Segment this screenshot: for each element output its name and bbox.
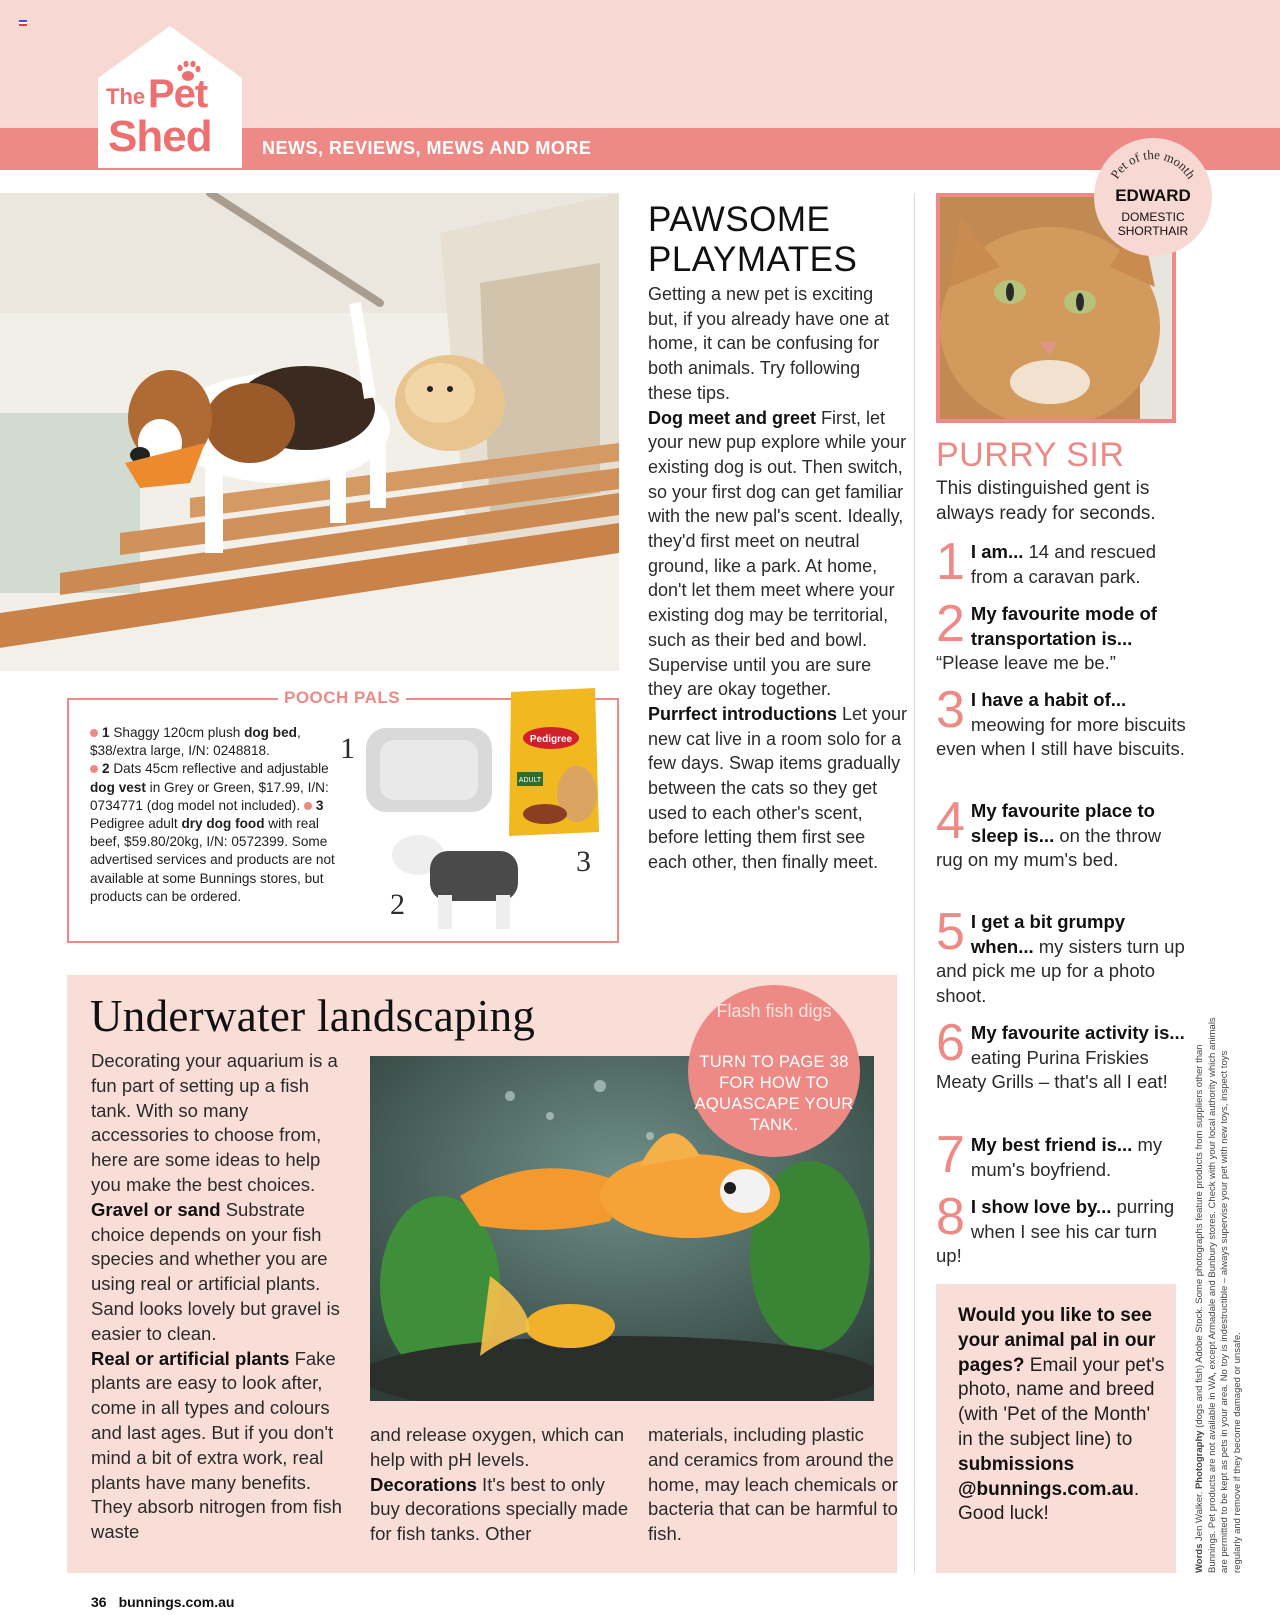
- pet-name: EDWARD: [1115, 186, 1191, 205]
- svg-text:Pedigree: Pedigree: [529, 734, 573, 745]
- underwater-column-1: Decorating your aquarium is a fun part of setting up a fish tank. With so many accessories to choose from, here are some ideas to help you make the best choices. Gravel or sand Substrate choice depends on your fish species and whether you are using real or artificial plants. Sand looks lovely but gravel is easier to clean. Real or artificial plants Fake plants are easy to look after, come in all types and colours and last ages. But if you don't mind a bit of extra work, real plants have many benefits. They absorb nitrogen from fish waste: [91, 1050, 342, 1543]
- submission-text: Would you like to see your animal pal in our pages? Email your pet's photo, name and breed (with 'Pet of the Month' in the subject line) to submissions @bunnings.com.au. Good luck!: [958, 1305, 1165, 1525]
- purry-sir-subtitle: This distinguished gent is always ready for seconds.: [936, 478, 1156, 524]
- photo-credits: Words Jen Walker. Photography (dogs and fish) Adobe Stock. Some photographs feature products from suppliers other than Bunnings. Pet products are not available in WA, except Armadale and Bunbury stores. Check with your local authority which animals are permitted to be kept as pets in your area. No toy is indestructible – always supervise your pet with new toys, inspect toys regularly and remove if they become damaged or unsafe.: [1194, 1017, 1243, 1573]
- pooch-pals-title: POOCH PALS: [278, 688, 406, 708]
- fact-item: 1 I am... 14 and rescued from a caravan park.: [936, 533, 1157, 591]
- fact-item: 8 I show love by... purring when I see his car turn up!: [936, 1188, 1175, 1267]
- dogs-on-stairs-photo: [0, 193, 619, 671]
- flash-fish-digs-note: TURN TO PAGE 38 FOR HOW TO AQUASCAPE YOUR TANK.: [694, 1053, 854, 1134]
- logo-text-pet: Pet: [148, 72, 208, 116]
- page-footer: [91, 1594, 246, 1610]
- pet-breed: DOMESTIC SHORTHAIR: [1117, 210, 1189, 238]
- bullet-icon: [90, 765, 98, 773]
- pooch-pals-copy: 1 Shaggy 120cm plush dog bed, $38/extra large, I/N: 0248818. 2 Dats 45cm reflective and adjustable dog vest in Grey or Green, $17.99, I/N: 0734771 (dog model not included). 3 Pedigree adult dry dog food with real beef, $59.80/20kg, I/N: 0572399. Some advertised services and products are not available at some Bunnings stores, but products can be ordered.: [90, 725, 335, 904]
- bullet-icon: [90, 729, 98, 737]
- fact-item: 5 I get a bit grumpy when... my sisters turn up and pick me up for a photo shoot.: [936, 903, 1185, 1007]
- dog-food-bag-photo: [505, 686, 601, 838]
- flash-fish-digs-heading: Flash fish digs: [716, 1001, 832, 1021]
- column-divider: [914, 193, 915, 1573]
- underwater-column-2: and release oxygen, which can help with pH levels. Decorations It's best to only buy decorations specially made for fish tanks. Other: [370, 1424, 629, 1545]
- pawsome-body: Getting a new pet is exciting but, if you already have one at home, it can be confusing for both animals. Try following these tips. Dog meet and greet First, let your new pup explore while your existing dog is out. Then switch, so your first dog can get familiar with the new pal's scent. Ideally, they'd first meet on neutral ground, like a park. At home, don't let them meet where your existing dog may be territorial, such as their bed and bowl. Supervise until you are sure they are okay together. Purrfect introductions Let your new cat live in a room solo for a few days. Swap items gradually between the cats so they get used to each other's scent, before letting them first see each other, then finally meet.: [648, 284, 908, 873]
- underwater-column-3: materials, including plastic and ceramics from around the home, may leach chemicals or bacteria that can be harmful to fish.: [648, 1424, 898, 1545]
- fact-item: 3 I have a habit of... meowing for more biscuits even when I still have biscuits.: [936, 681, 1186, 760]
- purry-sir-title: PURRY SIR: [936, 436, 1125, 474]
- dog-bed-photo: [362, 722, 497, 817]
- page-number: 36: [91, 1594, 107, 1610]
- fact-item: 4 My favourite place to sleep is... on the throw rug on my mum's bed.: [936, 792, 1162, 871]
- fact-item: 6 My favourite activity is... eating Purina Friskies Meaty Grills – that's all I eat!: [936, 1014, 1185, 1093]
- fact-item: 2 My favourite mode of transportation is... “Please leave me be.”: [936, 595, 1157, 674]
- svg-text:Pet of the month: Pet of the month: [1107, 146, 1199, 182]
- pawsome-title: PAWSOME PLAYMATES: [648, 200, 858, 279]
- svg-text:ADULT: ADULT: [518, 777, 542, 784]
- item-number-3: 3: [576, 845, 591, 878]
- section-tagline: NEWS, REVIEWS, MEWS AND MORE: [262, 138, 592, 158]
- item-number-2: 2: [390, 888, 405, 921]
- fact-item: 7 My best friend is... my mum's boyfriend.: [936, 1126, 1163, 1184]
- logo-text-the: The: [106, 84, 146, 109]
- bullet-icon: [304, 802, 312, 810]
- logo-text-shed: Shed: [108, 112, 212, 161]
- site-url[interactable]: bunnings.com.au: [118, 1594, 235, 1610]
- item-number-1: 1: [340, 732, 355, 765]
- underwater-title: Underwater landscaping: [90, 991, 536, 1041]
- flag-icon: [19, 20, 27, 26]
